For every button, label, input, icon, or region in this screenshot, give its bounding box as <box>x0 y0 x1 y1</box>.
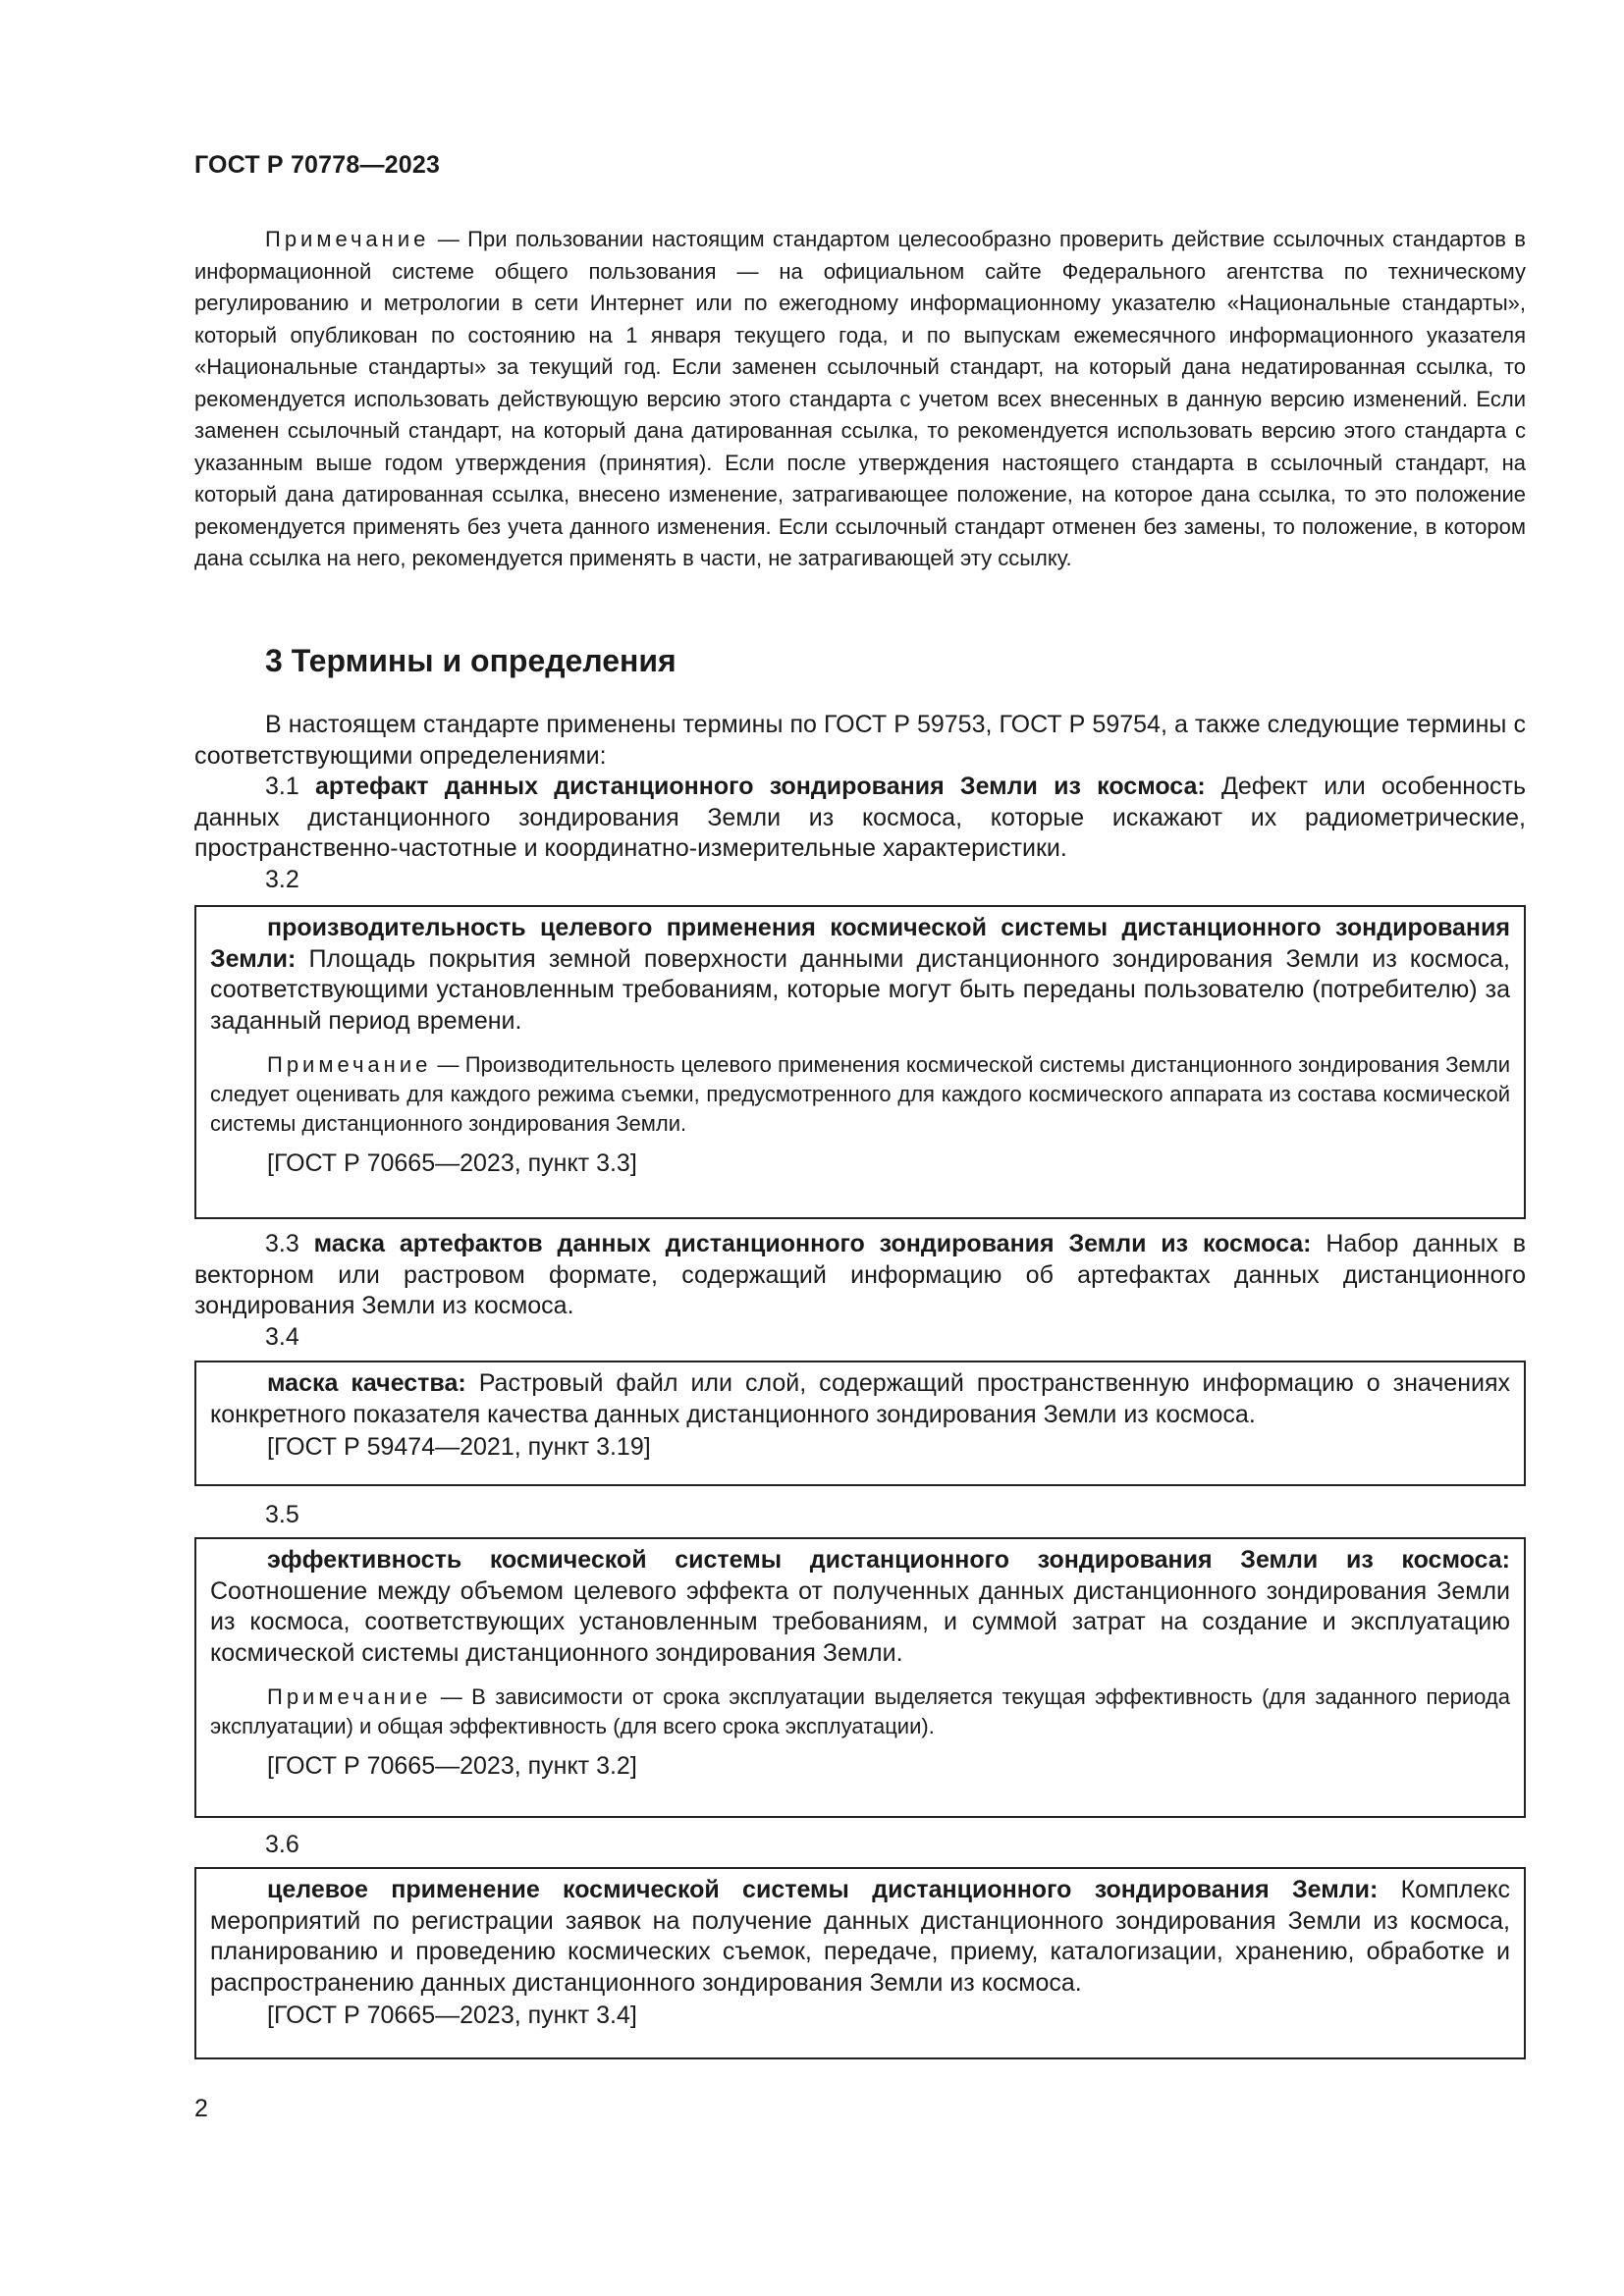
term-3-2-box <box>194 905 1526 1219</box>
term-3-1 <box>194 772 1526 865</box>
term-3-2-term: производительность целевого применения космической системы дистанционного зондирования Земли: <box>210 914 1510 973</box>
intro-block <box>194 710 1526 895</box>
top-note <box>194 224 1526 575</box>
top-note-text: — При пользовании настоящим стандартом целесообразно проверить действие ссылочных стандартов в информационной системе общего пользования — на официальном сайте Федерального агентства по техническому регулированию и метрологии в сети Интернет или по ежегодному информационному указателю «Национальные стандарты», который опубликован по состоянию на 1 января текущего года, и по выпускам ежемесячного информационного указателя «Национальные стандарты» за текущий год. Если заменен ссылочный стандарт, на который дана недатированная ссылка, то рекомендуется использовать действующую версию этого стандарта с учетом всех внесенных в данную версию изменений. Если заменен ссылочный стандарт, на который дана датированная ссылка, то рекомендуется использовать версию этого стандарта с указанным выше годом утверждения (принятия). Если после утверждения настоящего стандарта в ссылочный стандарт, на который дана датированная ссылка, внесено изменение, затрагивающее положение, на которое дана ссылка, то это положение рекомендуется применять без учета данного изменения. Если ссылочный стандарт отменен без замены, то положение, в котором дана ссылка на него, рекомендуется применять в части, не затрагивающей эту ссылку. <box>194 227 1526 570</box>
top-note-label: Примечание <box>265 227 430 251</box>
term-3-6 <box>210 1875 1510 1999</box>
term-3-6-source: [ГОСТ Р 70665—2023, пункт 3.4] <box>267 2002 637 2029</box>
term-3-6-term: целевое применение космической системы дистанционного зондирования Земли: <box>267 1876 1379 1903</box>
intro-text: В настоящем стандарте применены термины по ГОСТ Р 59753, ГОСТ Р 59754, а также следующие термины с соответствующими определениями: <box>194 711 1526 770</box>
term-3-1-def: Дефект или особенность данных дистанционного зондирования Земли из космоса, которые искажают их радиометрические, пространственно-частотные и координатно-измерительные характеристики. <box>194 773 1526 862</box>
term-3-3 <box>194 1229 1526 1322</box>
term-3-2-note <box>210 1050 1510 1139</box>
term-3-2-note-text: — Производительность целевого применения космической системы дистанционного зондирования Земли следует оценивать для каждого режима съемки, предусмотренного для каждого космического аппарата из состава космической системы дистанционного зондирования Земли. <box>210 1052 1510 1136</box>
term-3-5-num: 3.5 <box>265 1501 299 1528</box>
term-3-5-note-text: — В зависимости от срока эксплуатации выделяется текущая эффективность (для заданного периода эксплуатации) и общая эффективность (для всего срока эксплуатации). <box>210 1684 1510 1738</box>
term-3-4 <box>210 1368 1510 1430</box>
term-3-2-source: [ГОСТ Р 70665—2023, пункт 3.3] <box>267 1149 637 1177</box>
term-3-4-term: маска качества: <box>267 1369 466 1397</box>
term-3-4-def: Растровый файл или слой, содержащий пространственную информацию о значениях конкретного показателя качества данных дистанционного зондирования Земли из космоса. <box>210 1369 1511 1428</box>
term-3-5-box <box>194 1537 1526 1818</box>
term-3-1-term: артефакт данных дистанционного зондирования Земли из космоса: <box>315 773 1206 800</box>
term-3-5-source: [ГОСТ Р 70665—2023, пункт 3.2] <box>267 1752 637 1780</box>
term-3-6-num: 3.6 <box>265 1831 299 1858</box>
term-3-4-num: 3.4 <box>265 1322 299 1351</box>
term-3-3-block <box>194 1229 1526 1353</box>
term-3-5-num-block <box>194 1500 1526 1531</box>
term-3-4-box <box>194 1361 1526 1486</box>
term-3-2-num: 3.2 <box>265 865 299 893</box>
term-3-2 <box>210 913 1510 1037</box>
section-title: 3 Термины и определения <box>265 643 677 678</box>
term-3-5-note <box>210 1682 1510 1741</box>
term-3-2-def: Площадь покрытия земной поверхности данными дистанционного зондирования Земли из космоса, соответствующими установленным требованиям, которые могут быть переданы пользователю (потребителю) за заданный период времени. <box>210 944 1510 1035</box>
term-3-3-def: Набор данных в векторном или растровом формате, содержащий информацию об артефактах данных дистанционного зондирования Земли из космоса. <box>194 1230 1526 1319</box>
document-header: ГОСТ Р 70778—2023 <box>194 151 441 179</box>
term-3-6-box <box>194 1867 1526 2059</box>
term-3-6-def: Комплекс мероприятий по регистрации заявок на получение данных дистанционного зондирования Земли из космоса, планированию и проведению космических съемок, передаче, приему, каталогизации, хранению, обработке и распространению данных дистанционного зондирования Земли из космоса. <box>210 1876 1510 1997</box>
term-3-2-note-label: Примечание <box>267 1052 432 1077</box>
term-3-5-def: Соотношение между объемом целевого эффекта от полученных данных дистанционного зондирования Земли из космоса, соответствующих установленным требованиям, и суммой затрат на создание и эксплуатацию космической системы дистанционного зондирования Земли. <box>210 1576 1510 1667</box>
page-number: 2 <box>194 2095 208 2122</box>
term-3-3-term: маска артефактов данных дистанционного зондирования Земли из космоса: <box>313 1230 1312 1257</box>
term-3-3-num: 3.3 <box>265 1230 314 1257</box>
term-3-4-source: [ГОСТ Р 59474—2021, пункт 3.19] <box>267 1433 651 1461</box>
term-3-6-num-block <box>194 1830 1526 1861</box>
term-3-5-note-label: Примечание <box>267 1684 432 1709</box>
term-3-5-term: эффективность космической системы дистанционного зондирования Земли из космоса: <box>267 1546 1510 1574</box>
term-3-5 <box>210 1545 1510 1669</box>
term-3-1-num: 3.1 <box>265 773 315 800</box>
